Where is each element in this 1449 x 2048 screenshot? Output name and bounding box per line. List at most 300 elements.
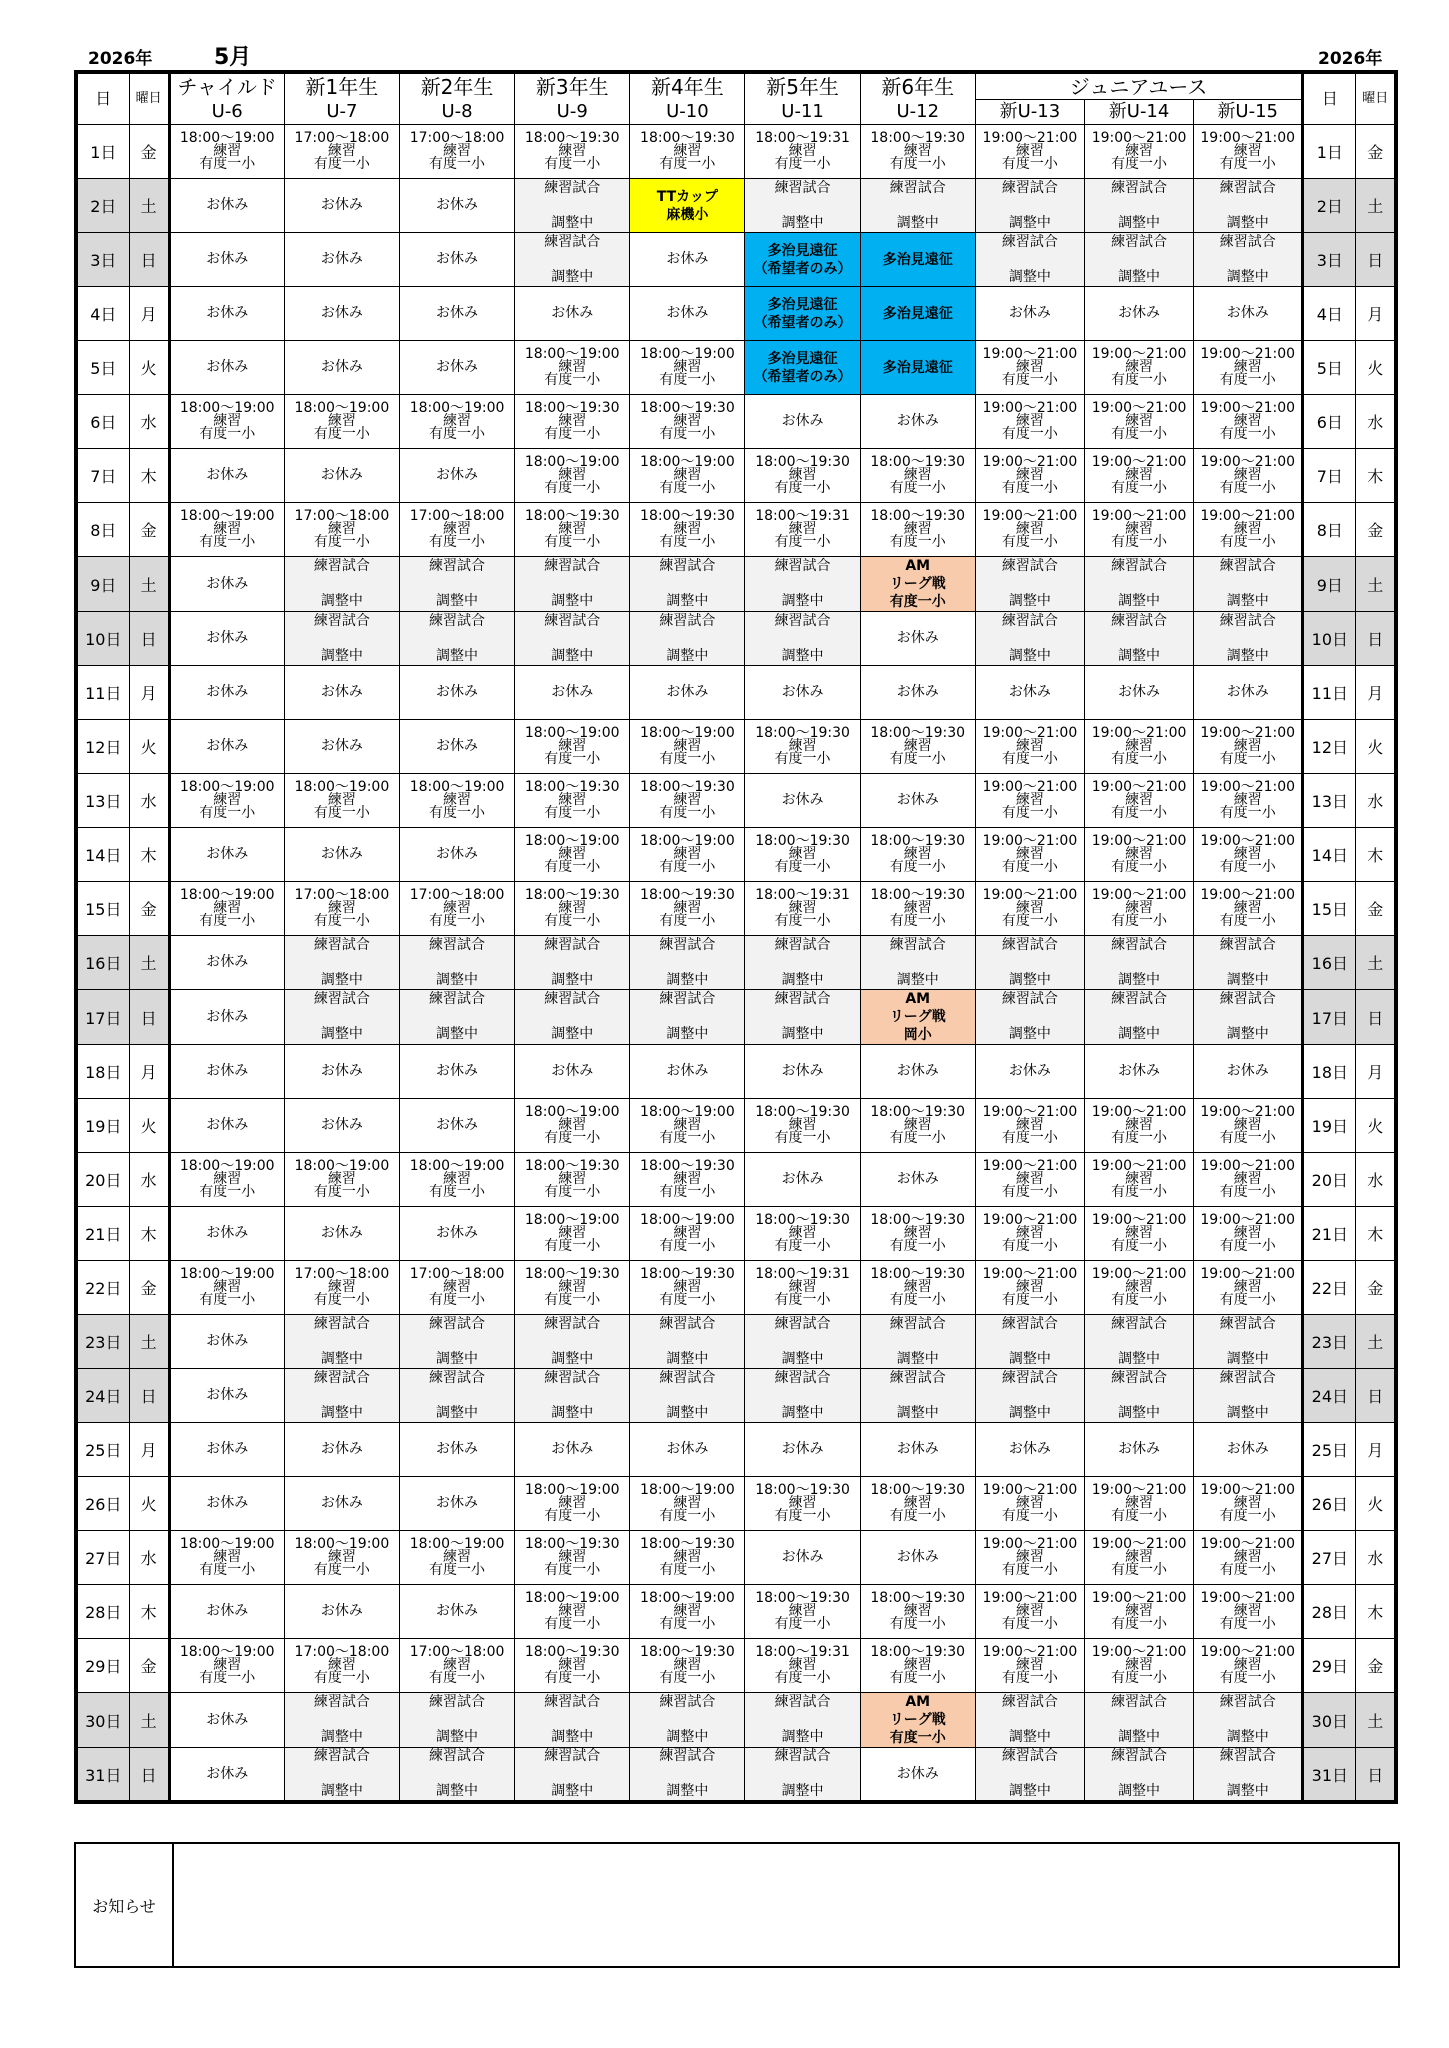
- cell-line: [976, 630, 1084, 648]
- jy-header-u14: 新U-14: [1084, 100, 1193, 125]
- cell-line: 有度一小: [1111, 1508, 1168, 1524]
- cell-line: 有度一小: [774, 1508, 831, 1524]
- cell-line: 練習: [673, 1279, 702, 1295]
- cell-line: 有度一小: [889, 1130, 946, 1146]
- cell-line: [400, 1333, 514, 1351]
- cell-line: 19:00～21:00: [1200, 725, 1296, 741]
- schedule-cell: [1194, 1423, 1303, 1477]
- cell-line: お休み: [896, 1441, 939, 1457]
- cell-line: 調整中: [551, 214, 594, 231]
- cell-line: 練習試合: [429, 1315, 486, 1332]
- schedule-cell: [284, 990, 399, 1045]
- cell-line: 練習: [673, 1225, 702, 1241]
- schedule-cell: [1194, 1693, 1303, 1748]
- cell-line: 有度一小: [1219, 1562, 1276, 1578]
- cell-line: 練習: [558, 792, 587, 808]
- cell-line: 練習: [673, 1495, 702, 1511]
- schedule-cell: [1084, 828, 1193, 882]
- cell-line: 有度一小: [544, 534, 601, 550]
- cell-line: 練習: [673, 738, 702, 754]
- schedule-cell: [399, 1477, 514, 1531]
- cell-line: 練習: [558, 846, 587, 862]
- schedule-cell: [630, 1748, 745, 1803]
- schedule-cell: [169, 1207, 284, 1261]
- cell-line: 有度一小: [1111, 1238, 1168, 1254]
- cell-line: お休み: [320, 251, 363, 267]
- cell-line: 有度一小: [774, 156, 831, 172]
- cell-line: 調整中: [1118, 1350, 1161, 1367]
- cell-line: 練習: [327, 413, 356, 429]
- schedule-cell: [975, 503, 1084, 557]
- cell-line: [630, 1333, 744, 1351]
- cell-line: 練習: [327, 1657, 356, 1673]
- cell-line: 練習: [903, 143, 932, 159]
- cell-line: 有度一小: [659, 751, 716, 767]
- schedule-cell: [630, 828, 745, 882]
- cell-line: [285, 954, 399, 972]
- cell-line: [400, 1765, 514, 1783]
- cell-line: [745, 1765, 859, 1783]
- cell-line: 調整中: [781, 1729, 824, 1745]
- schedule-cell: [284, 1477, 399, 1531]
- cell-line: お休み: [666, 1441, 709, 1457]
- cell-line: 18:00～19:30: [755, 1104, 850, 1120]
- cell-line: 練習: [1015, 1117, 1044, 1133]
- schedule-cell: [1084, 990, 1193, 1045]
- cell-line: 練習: [1015, 413, 1044, 429]
- schedule-cell: [975, 1693, 1084, 1748]
- schedule-cell: [169, 1315, 284, 1369]
- day-cell-right: 26日: [1303, 1477, 1356, 1531]
- cell-line: 調整中: [1008, 1350, 1051, 1367]
- cell-line: 練習: [1233, 846, 1262, 862]
- schedule-cell: [399, 1639, 514, 1693]
- cell-line: 練習: [213, 900, 242, 916]
- schedule-cell: [169, 1369, 284, 1423]
- schedule-cell: [284, 233, 399, 287]
- cell-line: 18:00～19:00: [179, 779, 275, 795]
- day-row: [76, 1423, 1396, 1477]
- cell-line: 調整中: [1226, 1026, 1269, 1042]
- cell-line: [861, 197, 975, 215]
- cell-line: 18:00～19:00: [294, 779, 390, 795]
- schedule-cell: [399, 1531, 514, 1585]
- cell-line: 18:00～19:00: [524, 346, 620, 362]
- cell-line: お休み: [320, 197, 363, 213]
- cell-line: 有度一小: [1001, 1562, 1058, 1578]
- cell-line: 17:00～18:00: [294, 1266, 390, 1282]
- schedule-cell: [745, 882, 860, 936]
- schedule-cell: [399, 1207, 514, 1261]
- cell-line: 18:00～19:00: [640, 1482, 735, 1498]
- cell-line: 練習試合: [659, 1315, 716, 1332]
- group-header-bottom: U-12: [860, 100, 975, 125]
- cell-line: お休み: [436, 467, 479, 483]
- schedule-cell: [1194, 936, 1303, 990]
- cell-line: 調整中: [320, 1026, 363, 1042]
- cell-line: 19:00～21:00: [1091, 725, 1187, 741]
- day-cell: 28日: [76, 1585, 129, 1639]
- cell-line: お休み: [666, 251, 709, 267]
- cell-line: 有度一小: [199, 156, 256, 172]
- cell-line: 17:00～18:00: [409, 130, 505, 146]
- cell-line: お休み: [320, 1441, 363, 1457]
- cell-line: 練習: [327, 1279, 356, 1295]
- cell-line: 有度一小: [1111, 480, 1168, 496]
- cell-line: 有度一小: [1111, 1616, 1168, 1632]
- schedule-cell: [169, 1045, 284, 1099]
- schedule-cell: [169, 179, 284, 233]
- cell-line: 練習試合: [1111, 991, 1168, 1007]
- cell-line: 19:00～21:00: [1200, 508, 1296, 524]
- cell-line: [515, 1333, 629, 1351]
- day-row: [76, 774, 1396, 828]
- weekday-cell: 月: [129, 1045, 169, 1099]
- cell-line: 練習: [1015, 1549, 1044, 1565]
- cell-line: 有度一小: [1001, 859, 1058, 875]
- cell-line: [745, 1387, 859, 1405]
- cell-line: 19:00～21:00: [1091, 454, 1187, 470]
- cell-line: 有度一小: [1111, 859, 1168, 875]
- cell-line: 練習: [788, 143, 817, 159]
- cell-line: 調整中: [320, 971, 363, 988]
- cell-line: 有度一小: [659, 1670, 716, 1686]
- weekday-cell: 木: [129, 449, 169, 503]
- cell-line: 18:00～19:00: [640, 1590, 735, 1606]
- cell-line: 調整中: [666, 971, 709, 988]
- cell-line: 18:00～19:00: [179, 887, 275, 903]
- group-header-bottom: U-8: [399, 100, 514, 125]
- day-cell: 16日: [76, 936, 129, 990]
- schedule-cell: [515, 1369, 630, 1423]
- day-row: [76, 557, 1396, 612]
- cell-line: お休み: [206, 1225, 249, 1241]
- cell-line: お休み: [896, 1171, 939, 1187]
- cell-line: お休み: [896, 684, 939, 700]
- cell-line: 練習試合: [429, 1369, 486, 1386]
- cell-line: 練習: [673, 1603, 702, 1619]
- schedule-cell: [1194, 774, 1303, 828]
- cell-line: 19:00～21:00: [1200, 1482, 1296, 1498]
- cell-line: 調整中: [436, 971, 479, 988]
- cell-line: [1085, 1765, 1193, 1783]
- cell-line: 18:00～19:00: [294, 1536, 390, 1552]
- cell-line: お休み: [206, 630, 249, 646]
- cell-line: 調整中: [1226, 647, 1269, 664]
- schedule-cell: [515, 828, 630, 882]
- cell-line: 19:00～21:00: [1200, 1212, 1296, 1228]
- cell-line: [745, 954, 859, 972]
- cell-line: 有度一小: [1111, 426, 1168, 442]
- day-cell: 1日: [76, 125, 129, 179]
- schedule-cell: [515, 233, 630, 287]
- schedule-cell: [1194, 503, 1303, 557]
- cell-line: 練習: [1125, 1603, 1154, 1619]
- cell-line: AM: [905, 991, 931, 1007]
- group-header-top: 新5年生: [745, 72, 860, 100]
- weekday-header-right: 曜日: [1356, 72, 1396, 125]
- schedule-cell: [515, 1153, 630, 1207]
- schedule-cell: [745, 720, 860, 774]
- cell-line: [1194, 630, 1301, 648]
- cell-line: お休み: [781, 1441, 824, 1457]
- cell-line: 調整中: [1226, 1404, 1269, 1421]
- day-cell: 29日: [76, 1639, 129, 1693]
- schedule-cell: [399, 882, 514, 936]
- cell-line: 練習: [443, 792, 472, 808]
- cell-line: 18:00～19:30: [755, 725, 850, 741]
- schedule-cell: [1194, 1748, 1303, 1803]
- cell-line: 練習試合: [544, 1315, 601, 1332]
- cell-line: 有度一小: [1001, 156, 1058, 172]
- day-cell-right: 20日: [1303, 1153, 1356, 1207]
- cell-line: 18:00～19:00: [409, 400, 505, 416]
- schedule-cell: [860, 1639, 975, 1693]
- cell-line: 調整中: [320, 1404, 363, 1421]
- schedule-cell: [515, 1693, 630, 1748]
- cell-line: 19:00～21:00: [982, 779, 1078, 795]
- cell-line: 練習試合: [774, 179, 831, 196]
- cell-line: 練習: [213, 1171, 242, 1187]
- cell-line: 有度一小: [199, 1292, 256, 1308]
- cell-line: 有度一小: [1219, 751, 1276, 767]
- cell-line: お休み: [320, 305, 363, 321]
- schedule-cell: [975, 1261, 1084, 1315]
- cell-line: 練習: [213, 792, 242, 808]
- day-cell-right: 14日: [1303, 828, 1356, 882]
- cell-line: 練習: [558, 900, 587, 916]
- schedule-cell: [975, 1585, 1084, 1639]
- cell-line: 練習: [443, 413, 472, 429]
- cell-line: [861, 1333, 975, 1351]
- cell-line: お休み: [666, 1063, 709, 1079]
- cell-line: 調整中: [1118, 268, 1161, 285]
- schedule-cell: [975, 179, 1084, 233]
- schedule-cell: [860, 449, 975, 503]
- cell-line: お休み: [206, 305, 249, 321]
- weekday-cell: 土: [129, 936, 169, 990]
- cell-line: 有度一小: [1219, 1238, 1276, 1254]
- schedule-cell: [745, 1477, 860, 1531]
- cell-line: 練習: [1125, 359, 1154, 375]
- cell-line: [1085, 630, 1193, 648]
- cell-line: 練習: [1233, 900, 1262, 916]
- cell-line: [745, 1711, 859, 1729]
- schedule-cell: [399, 1045, 514, 1099]
- cell-line: お休み: [436, 197, 479, 213]
- cell-line: お休み: [320, 738, 363, 754]
- schedule-cell: [860, 395, 975, 449]
- schedule-cell: [1084, 395, 1193, 449]
- cell-line: 18:00～19:31: [755, 1266, 850, 1282]
- cell-line: 18:00～19:30: [870, 130, 966, 146]
- cell-line: お休み: [436, 305, 479, 321]
- cell-line: 調整中: [1118, 593, 1161, 609]
- cell-line: 有度一小: [1001, 1130, 1058, 1146]
- cell-line: [1194, 251, 1301, 269]
- schedule-cell: [169, 125, 284, 179]
- cell-line: [515, 1711, 629, 1729]
- cell-line: 19:00～21:00: [1200, 833, 1296, 849]
- cell-line: [1194, 1387, 1301, 1405]
- schedule-cell: [284, 828, 399, 882]
- cell-line: 有度一小: [1001, 426, 1058, 442]
- notice-label: お知らせ: [76, 1844, 174, 1966]
- cell-line: 練習試合: [544, 179, 601, 196]
- cell-line: お休み: [551, 305, 594, 321]
- schedule-cell: [1084, 1045, 1193, 1099]
- cell-line: お休み: [436, 1117, 479, 1133]
- cell-line: 練習: [903, 521, 932, 537]
- cell-line: 練習: [1015, 900, 1044, 916]
- weekday-cell: 日: [129, 233, 169, 287]
- cell-line: [976, 1711, 1084, 1729]
- schedule-cell: [1194, 882, 1303, 936]
- cell-line: 有度一小: [1001, 1184, 1058, 1200]
- schedule-cell: [169, 1639, 284, 1693]
- schedule-cell: [860, 612, 975, 666]
- day-row: [76, 1531, 1396, 1585]
- cell-line: お休み: [781, 1063, 824, 1079]
- cell-line: 有度一小: [199, 913, 256, 929]
- cell-line: お休み: [206, 1765, 249, 1782]
- day-cell-right: 22日: [1303, 1261, 1356, 1315]
- schedule-cell: [630, 287, 745, 341]
- weekday-cell: 水: [129, 1531, 169, 1585]
- cell-line: お休み: [206, 1063, 249, 1079]
- day-cell: 23日: [76, 1315, 129, 1369]
- cell-line: 練習: [1015, 792, 1044, 808]
- weekday-cell-right: 木: [1356, 1207, 1396, 1261]
- schedule-cell: [515, 612, 630, 666]
- cell-line: 調整中: [896, 214, 939, 231]
- year-label-right: 2026年: [1318, 49, 1383, 69]
- cell-line: 練習: [1125, 1657, 1154, 1673]
- cell-line: 練習: [1125, 792, 1154, 808]
- schedule-cell: [169, 882, 284, 936]
- cell-line: 有度一小: [544, 805, 601, 821]
- cell-line: 19:00～21:00: [982, 887, 1078, 903]
- day-cell: 9日: [76, 557, 129, 612]
- schedule-cell: [630, 449, 745, 503]
- cell-line: 18:00～19:00: [524, 1104, 620, 1120]
- cell-line: 18:00～19:00: [524, 1590, 620, 1606]
- cell-line: 有度一小: [544, 1130, 601, 1146]
- cell-line: お休み: [896, 1063, 939, 1079]
- day-cell-right: 5日: [1303, 341, 1356, 395]
- jy-header-u13: 新U-13: [975, 100, 1084, 125]
- cell-line: 有度一小: [1219, 1130, 1276, 1146]
- schedule-cell: [169, 557, 284, 612]
- weekday-cell-right: 土: [1356, 557, 1396, 612]
- weekday-cell-right: 火: [1356, 720, 1396, 774]
- cell-line: 有度一小: [1219, 426, 1276, 442]
- cell-line: 有度一小: [1219, 480, 1276, 496]
- schedule-cell: [630, 1153, 745, 1207]
- schedule-cell: [1084, 125, 1193, 179]
- cell-line: 有度一小: [889, 1670, 946, 1686]
- junior-youth-header: ジュニアユース: [975, 72, 1302, 100]
- cell-line: お休み: [206, 1441, 249, 1457]
- cell-line: 有度一小: [889, 913, 946, 929]
- cell-line: 練習: [788, 1657, 817, 1673]
- schedule-cell: [1194, 1369, 1303, 1423]
- cell-line: リーグ戦: [889, 576, 946, 592]
- group-header-bottom: U-11: [745, 100, 860, 125]
- cell-line: 練習試合: [544, 558, 601, 574]
- cell-line: 練習試合: [1219, 1748, 1276, 1764]
- cell-line: 調整中: [436, 647, 479, 664]
- day-cell-right: 11日: [1303, 666, 1356, 720]
- cell-line: 練習: [1233, 1171, 1262, 1187]
- schedule-cell: [745, 1261, 860, 1315]
- schedule-cell: [284, 1045, 399, 1099]
- cell-line: 19:00～21:00: [1091, 1644, 1187, 1660]
- cell-line: 18:00～19:30: [524, 887, 620, 903]
- cell-line: 有度一小: [889, 1616, 946, 1632]
- cell-line: お休み: [206, 197, 249, 213]
- schedule-cell: [630, 1099, 745, 1153]
- cell-line: 練習: [327, 1171, 356, 1187]
- day-cell: 3日: [76, 233, 129, 287]
- cell-line: 調整中: [320, 1783, 363, 1799]
- day-cell-right: 18日: [1303, 1045, 1356, 1099]
- cell-line: 練習: [213, 1657, 242, 1673]
- cell-line: 18:00～19:30: [640, 508, 735, 524]
- day-row: [76, 666, 1396, 720]
- cell-line: 練習: [558, 738, 587, 754]
- cell-line: 練習試合: [1001, 1369, 1058, 1386]
- cell-line: 18:00～19:30: [524, 130, 620, 146]
- schedule-cell: [399, 233, 514, 287]
- cell-line: 有度一小: [889, 594, 946, 610]
- cell-line: [976, 1008, 1084, 1026]
- cell-line: 有度一小: [429, 534, 486, 550]
- cell-line: 19:00～21:00: [1200, 887, 1296, 903]
- schedule-cell: [1194, 720, 1303, 774]
- cell-line: 19:00～21:00: [1200, 454, 1296, 470]
- weekday-cell: 金: [129, 882, 169, 936]
- cell-line: [976, 197, 1084, 215]
- schedule-cell: [399, 1153, 514, 1207]
- cell-line: 18:00～19:31: [755, 130, 850, 146]
- schedule-cell: [975, 1045, 1084, 1099]
- cell-line: 多治見遠征: [882, 305, 953, 322]
- day-cell: 30日: [76, 1693, 129, 1748]
- cell-line: 調整中: [1226, 268, 1269, 285]
- schedule-cell: [975, 233, 1084, 287]
- cell-line: 18:00～19:30: [640, 1158, 735, 1174]
- schedule-cell: [860, 828, 975, 882]
- day-cell-right: 31日: [1303, 1748, 1356, 1803]
- cell-line: お休み: [206, 467, 249, 483]
- schedule-cell: [515, 1045, 630, 1099]
- schedule-cell: [860, 1423, 975, 1477]
- schedule-cell: [745, 1369, 860, 1423]
- schedule-cell: [860, 1369, 975, 1423]
- cell-line: 練習: [1015, 738, 1044, 754]
- schedule-cell: [975, 1153, 1084, 1207]
- cell-line: 練習試合: [313, 991, 370, 1007]
- schedule-cell: [630, 341, 745, 395]
- schedule-cell: [515, 341, 630, 395]
- schedule-cell: [860, 1748, 975, 1803]
- cell-line: 練習試合: [429, 991, 486, 1007]
- cell-line: 練習: [903, 1603, 932, 1619]
- schedule-cell: [975, 1369, 1084, 1423]
- cell-line: 練習試合: [774, 936, 831, 953]
- cell-line: 練習: [788, 1279, 817, 1295]
